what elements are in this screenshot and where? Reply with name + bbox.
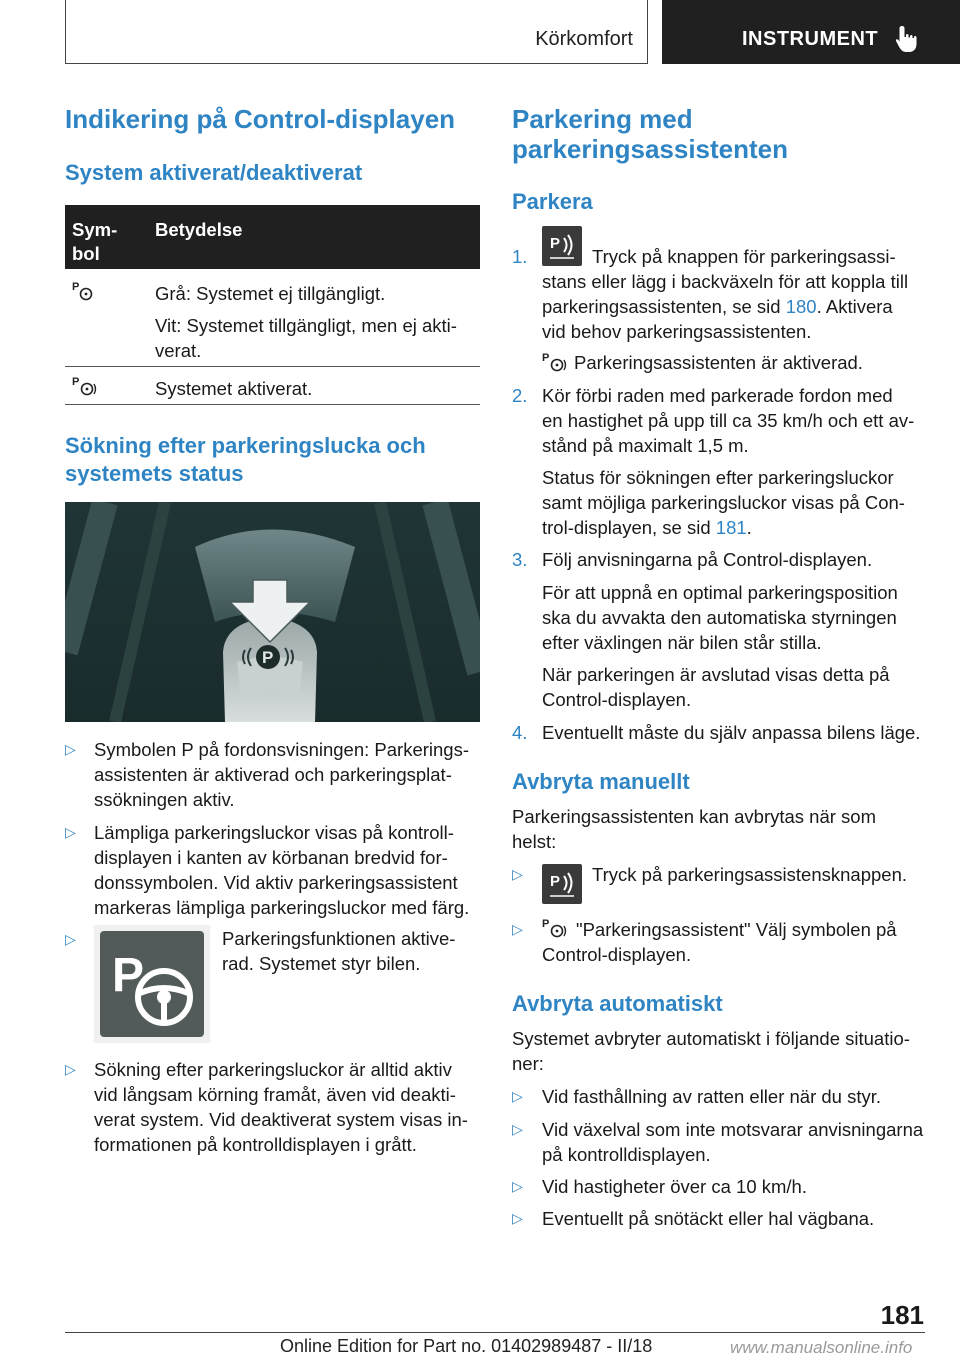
- step3-number: 3.: [512, 549, 528, 570]
- bullet4-line1: Sökning efter parkeringsluckor är alltid aktiv: [94, 1059, 452, 1080]
- step2-line5: samt möjliga parkeringsluckor visas på Con-: [542, 492, 905, 513]
- step2-line1: Kör förbi raden med parkerade fordon med: [542, 385, 893, 406]
- svg-text:P: P: [262, 648, 274, 667]
- row1-text-b2: verat.: [155, 340, 202, 361]
- step2-number: 2.: [512, 385, 528, 406]
- parking-display-illustration: [65, 502, 480, 722]
- svg-text:P: P: [72, 376, 80, 388]
- search-heading-1: Sökning efter parkeringslucka och: [65, 433, 426, 458]
- bullet-triangle: ▷: [512, 1210, 523, 1226]
- page-link-180[interactable]: 180: [785, 296, 817, 317]
- auto-bullet4: Eventuellt på snötäckt eller hal vägbana.: [542, 1208, 875, 1229]
- right-main-heading-2: parkeringsassistenten: [512, 134, 789, 164]
- manual-bullet2-line1: "Parkeringsassistent" Välj symbolen på: [576, 919, 897, 940]
- step2-line2: en hastighet på upp till ca 35 km/h och ett av-: [542, 410, 915, 431]
- page-number: 181: [880, 1300, 924, 1330]
- bullet3-line1: Parkeringsfunktionen aktive-: [222, 928, 456, 949]
- manual-bullet2-line2: Control-displayen.: [542, 944, 692, 965]
- auto-intro-2: ner:: [512, 1053, 544, 1074]
- step3-line4: efter växlingen när bilen står stilla.: [542, 632, 822, 653]
- auto-bullet2-line1: Vid växelval som inte motsvarar anvisningarna: [542, 1119, 924, 1140]
- svg-text:P: P: [542, 352, 550, 364]
- bullet-triangle: ▷: [65, 824, 76, 840]
- footer-watermark: www.manualsonline.info: [730, 1338, 913, 1357]
- step1-line2: stans eller lägg i backväxeln för att koppla till: [542, 271, 909, 292]
- parking-assist-active-icon: [542, 351, 568, 373]
- step3-line5: När parkeringen är avslutad visas detta på: [542, 664, 890, 685]
- step3-line2: För att uppnå en optimal parkeringsposition: [542, 582, 898, 603]
- bullet2-line2: displayen i kanten av körbanan bredvid for-: [94, 847, 448, 868]
- bullet-triangle: ▷: [512, 921, 523, 937]
- th-symbol-2: bol: [72, 243, 100, 264]
- auto-intro-1: Systemet avbryter automatiskt i följande situatio-: [512, 1028, 910, 1049]
- step2-line6: [542, 515, 752, 540]
- svg-text:P: P: [550, 235, 561, 252]
- parking-assist-active-icon: [542, 917, 568, 939]
- bullet4-line3: verat system. Vid deaktiverat system visas in-: [94, 1109, 468, 1130]
- header-chapter-title: INSTRUMENT: [742, 28, 879, 50]
- table-rule-1: [65, 366, 480, 367]
- status-heading: System aktiverat/deaktiverat: [65, 160, 363, 185]
- manual-intro-2: helst:: [512, 831, 557, 852]
- auto-bullet3: Vid hastigheter över ca 10 km/h.: [542, 1176, 807, 1197]
- step1-line5: Parkeringsassistenten är aktiverad.: [574, 352, 863, 373]
- bullet1-line1: Symbolen P på fordonsvisningen: Parkerings-: [94, 739, 470, 760]
- step1-line3: [542, 294, 893, 319]
- step4-number: 4.: [512, 722, 528, 743]
- parking-assist-button-icon: [542, 864, 582, 904]
- bullet2-line1: Lämpliga parkeringsluckor visas på kontroll-: [94, 822, 454, 843]
- bullet-triangle: ▷: [65, 741, 76, 757]
- manual-heading: Avbryta manuellt: [512, 769, 690, 794]
- parking-assist-active-icon: [72, 375, 98, 397]
- bullet-triangle: ▷: [65, 931, 76, 947]
- svg-text:P: P: [112, 949, 145, 1002]
- th-symbol-1: Sym-: [72, 219, 118, 240]
- bullet-triangle: ▷: [65, 1061, 76, 1077]
- row1-text-b1: Vit: Systemet tillgängligt, men ej akti-: [155, 315, 457, 336]
- step4-line1: Eventuellt måste du själv anpassa bilens läge.: [542, 722, 921, 743]
- bullet3-line2: rad. Systemet styr bilen.: [222, 953, 421, 974]
- right-main-heading-1: Parkering med: [512, 104, 693, 134]
- bullet4-line4: formationen på kontrolldisplayen i grått.: [94, 1134, 417, 1155]
- step3-line6: Control-displayen.: [542, 689, 692, 710]
- bullet1-line2: assistenten är aktiverad och parkeringsplat-: [94, 764, 452, 785]
- svg-text:P: P: [550, 873, 561, 890]
- left-main-heading: Indikering på Control-displayen: [65, 104, 456, 134]
- footer-rule: [65, 1332, 925, 1333]
- bullet4-line2: vid långsam körning framåt, även vid deakti-: [94, 1084, 456, 1105]
- bullet-triangle: ▷: [512, 1088, 523, 1104]
- park-heading: Parkera: [512, 189, 593, 214]
- step1-number: 1.: [512, 246, 528, 267]
- auto-bullet1: Vid fasthållning av ratten eller när du styr.: [542, 1086, 882, 1107]
- manual-bullet1: Tryck på parkeringsassistensknappen.: [592, 864, 907, 885]
- manual-intro-1: Parkeringsassistenten kan avbrytas när som: [512, 806, 877, 827]
- auto-heading: Avbryta automatiskt: [512, 991, 723, 1016]
- header-section-tab: [65, 0, 648, 64]
- step1-line4: vid behov parkeringsassistenten.: [542, 321, 812, 342]
- parking-assist-grey-icon: [72, 280, 94, 302]
- auto-bullet2-line2: på kontrolldisplayen.: [542, 1144, 711, 1165]
- row1-text-a: Grå: Systemet ej tillgängligt.: [155, 283, 386, 304]
- table-header: [65, 205, 480, 269]
- parking-steering-icon: [94, 925, 210, 1043]
- row2-text: Systemet aktiverat.: [155, 378, 313, 399]
- step1-line3-end: . Aktivera: [816, 296, 893, 317]
- step3-line1: Följ anvisningarna på Control-displayen.: [542, 549, 873, 570]
- step3-line3: ska du avvakta den automatiska styrningen: [542, 607, 897, 628]
- step1-line3-text: parkeringsassistenten, se sid: [542, 296, 786, 317]
- step1-line1: Tryck på knappen för parkeringsassi-: [592, 246, 896, 267]
- bullet-triangle: ▷: [512, 1121, 523, 1137]
- footer-edition: Online Edition for Part no. 01402989487 - II/18: [280, 1336, 653, 1356]
- table-rule-2: [65, 404, 480, 405]
- svg-text:P: P: [72, 281, 80, 293]
- bullet2-line3: donssymbolen. Vid aktiv parkeringsassistent: [94, 872, 458, 893]
- th-meaning: Betydelse: [155, 219, 243, 240]
- bullet1-line3: ssökningen aktiv.: [94, 789, 235, 810]
- step2-line6-end: .: [746, 517, 752, 538]
- step2-line6-text: trol-displayen, se sid: [542, 517, 716, 538]
- header-chapter-tab: [662, 0, 960, 64]
- step2-line3: stånd på maximalt 1,5 m.: [542, 435, 749, 456]
- step2-line4: Status för sökningen efter parkeringsluckor: [542, 467, 894, 488]
- svg-text:P: P: [542, 918, 550, 930]
- hand-pointer-icon: [894, 24, 920, 54]
- search-heading-2: systemets status: [65, 461, 244, 486]
- header-section-title: Körkomfort: [535, 28, 633, 50]
- parking-assist-button-icon: [542, 226, 582, 266]
- bullet2-line4: markeras lämpliga parkeringsluckor med färg.: [94, 897, 470, 918]
- bullet-triangle: ▷: [512, 866, 523, 882]
- page-link-181[interactable]: 181: [715, 517, 747, 538]
- bullet-triangle: ▷: [512, 1178, 523, 1194]
